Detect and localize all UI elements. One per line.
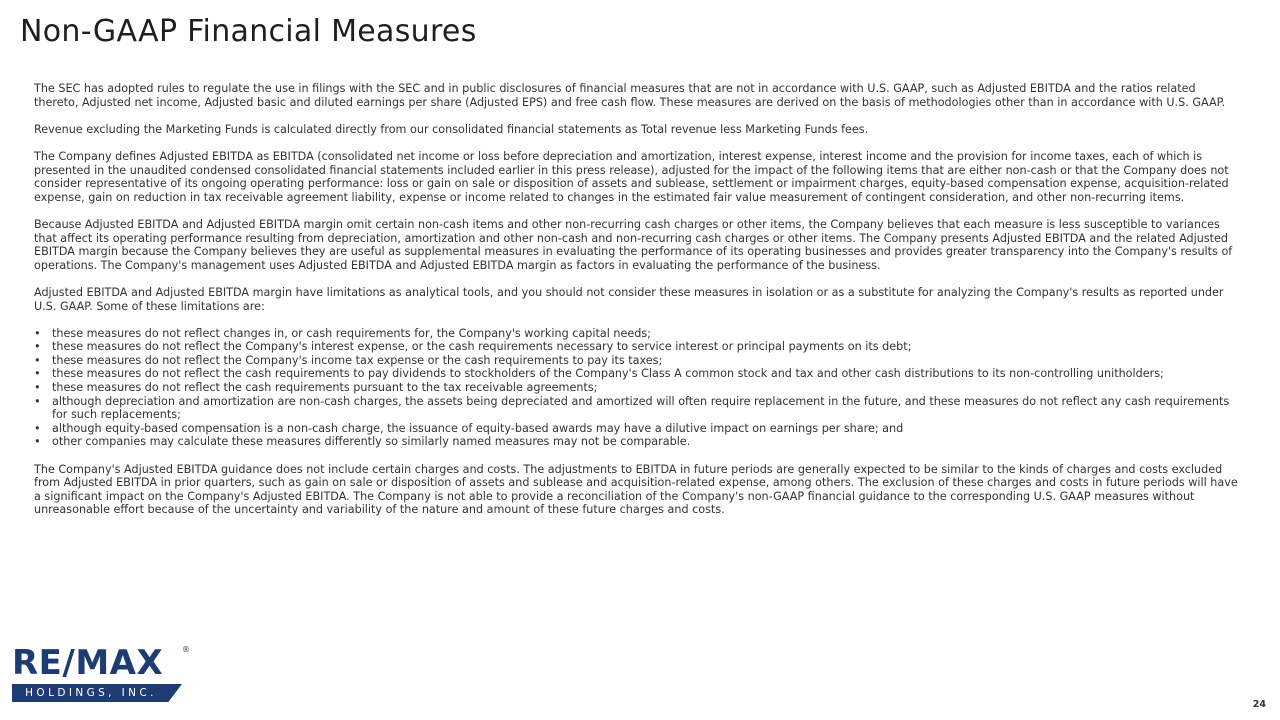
list-item: • although equity-based compensation is a non-cash charge, the issuance of equity-based awards may have a dilutive impact on earnings per share; and (34, 422, 1242, 436)
paragraph-adjusted-ebitda-rationale: Because Adjusted EBITDA and Adjusted EBITDA margin omit certain non-cash items and other non-recurring cash charges or other items, the Company believes that each measure is less susceptible to variances that affect its operating performance resulting from depreciation, amortization and other non-cash and non-recurring cash charges or other items. The Company presents Adjusted EBITDA and the related Adjusted EBITDA margin because the Company believes they are useful as supplemental measures in evaluating the performance of its operating businesses and provides greater transparency into the Company's results of operations. The Company's management uses Adjusted EBITDA and Adjusted EBITDA margin as factors in evaluating the performance of the business. (34, 217, 1233, 272)
list-item: • other companies may calculate these measures differently so similarly named measures may not be comparable. (34, 435, 1242, 449)
remax-holdings-logo (12, 644, 188, 704)
page-number: 24 (1252, 699, 1266, 710)
limitations-list (34, 327, 1242, 449)
list-item: • these measures do not reflect the Company's income tax expense or the cash requirements to pay its taxes; (34, 354, 1242, 368)
paragraph-adjusted-ebitda-definition: The Company defines Adjusted EBITDA as EBITDA (consolidated net income or loss before depreciation and amortization, interest expense, interest income and the provision for income taxes, each of which is presented in the unaudited condensed consolidated financial statements included earlier in this press release), adjusted for the impact of the following items that are either non-cash or that the Company does not consider representative of its ongoing operating performance: loss or gain on sale or disposition of assets and sublease, settlement or impairment charges, equity-based compensation expense, acquisition-related expense, gain on reduction in tax receivable agreement liability, expense or income related to changes in the estimated fair value measurement of contingent consideration, and other non-recurring items. (34, 149, 1229, 204)
paragraph-limitations-intro: Adjusted EBITDA and Adjusted EBITDA margin have limitations as analytical tools, and you should not consider these measures in isolation or as a substitute for analyzing the Company's results as reported under U.S. GAAP. Some of these limitations are: (34, 285, 1224, 313)
list-item: • although depreciation and amortization are non-cash charges, the assets being depreciated and amortized will often require replacement in the future, and these measures do not reflect any cash requirements for such replacements; (34, 395, 1242, 422)
logo-wordmark: RE/MAX (12, 643, 164, 683)
logo-subtitle: HOLDINGS, INC. (25, 687, 157, 699)
list-item: • these measures do not reflect the Company's interest expense, or the cash requirements necessary to service interest or principal payments on its debt; (34, 340, 1242, 354)
list-item: • these measures do not reflect the cash requirements to pay dividends to stockholders of the Company's Class A common stock and tax and other cash distributions to its non-controlling unitholders; (34, 367, 1242, 381)
registered-mark: ® (182, 645, 190, 654)
paragraph-sec-rules: The SEC has adopted rules to regulate the use in filings with the SEC and in public disclosures of financial measures that are not in accordance with U.S. GAAP, such as Adjusted EBITDA and the ratios related thereto, Adjusted net income, Adjusted basic and diluted earnings per share (Adjusted EPS) and free cash flow. These measures are derived on the basis of methodologies other than in accordance with U.S. GAAP. (34, 82, 1226, 109)
list-item: • these measures do not reflect the cash requirements pursuant to the tax receivable agreements; (34, 381, 1242, 395)
body-content (34, 82, 1242, 531)
paragraph-revenue-excluding-marketing-funds: Revenue excluding the Marketing Funds is calculated directly from our consolidated financial statements as Total revenue less Marketing Funds fees. (34, 122, 869, 136)
page-title: Non-GAAP Financial Measures (20, 14, 477, 49)
paragraph-guidance-disclaimer: The Company's Adjusted EBITDA guidance does not include certain charges and costs. The adjustments to EBITDA in future periods are generally expected to be similar to the kinds of charges and costs excluded from Adjusted EBITDA in prior quarters, such as gain on sale or disposition of assets and sublease and acquisition-related expense, among others. The exclusion of these charges and costs in future periods will have a significant impact on the Company's Adjusted EBITDA. The Company is not able to provide a reconciliation of the Company's non-GAAP financial guidance to the corresponding U.S. GAAP measures without unreasonable effort because of the uncertainty and variability of the nature and amount of these future charges and costs. (34, 462, 1238, 517)
list-item: • these measures do not reflect changes in, or cash requirements for, the Company's working capital needs; (34, 327, 1242, 341)
